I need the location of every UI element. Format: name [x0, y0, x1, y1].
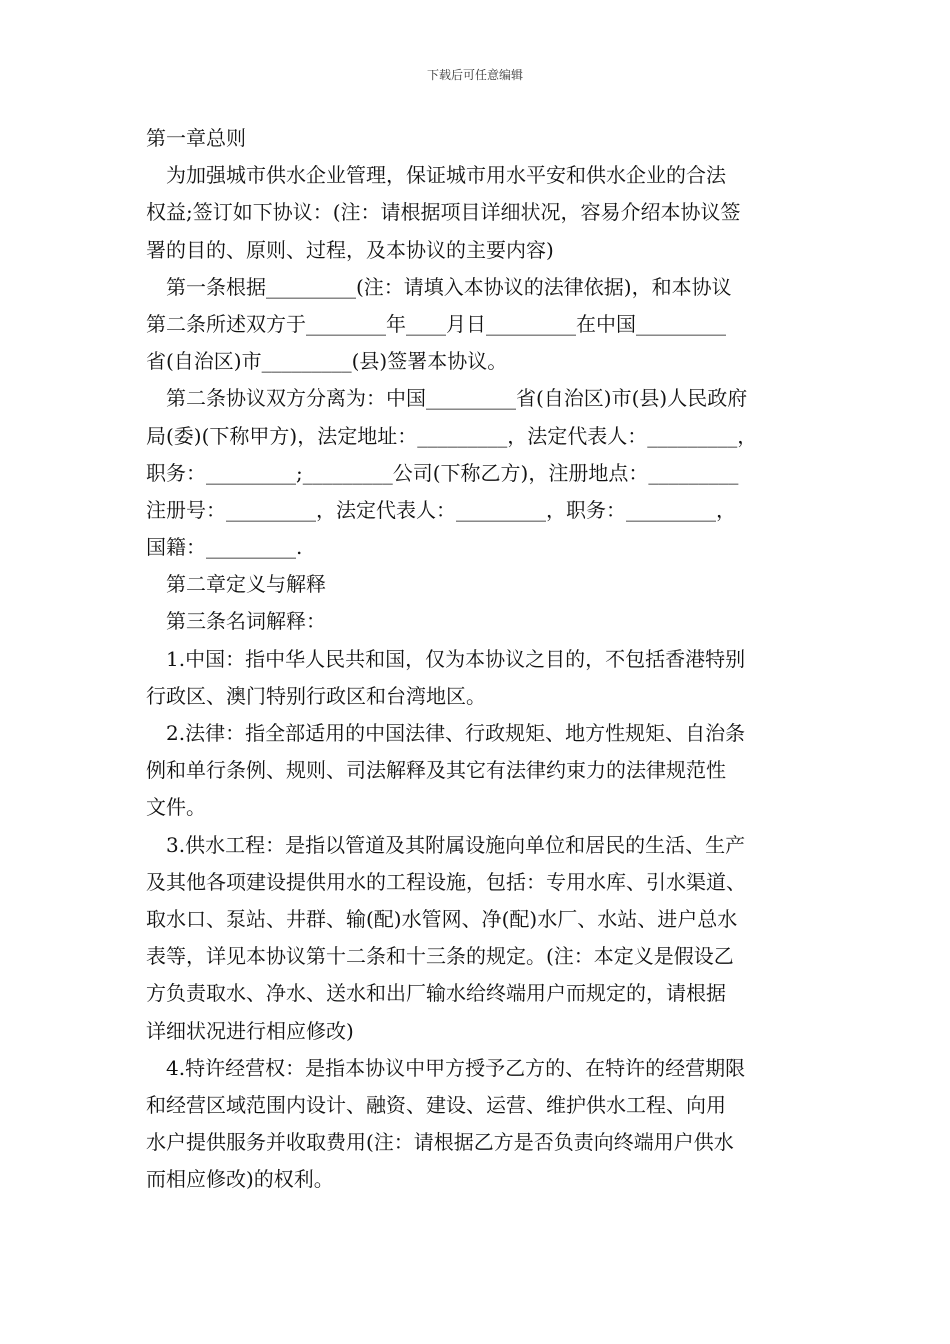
text-line: 为加强城市供水企业管理，保证城市用水平安和供水企业的合法 — [166, 163, 726, 188]
text-line: 及其他各项建设提供用水的工程设施，包括：专用水库、引水渠道、 — [146, 869, 746, 894]
text-line: 第三条名词解释： — [166, 609, 326, 634]
text-line: 署的目的、原则、过程，及本协议的主要内容) — [146, 237, 554, 262]
text-line: 第二条所述双方于________年____月日_________在中国_________ — [146, 311, 726, 336]
text-line: 方负责取水、净水、送水和出厂输水给终端用户而规定的，请根据 — [146, 981, 726, 1006]
text-line: 水户提供服务并收取费用(注：请根据乙方是否负责向终端用户供水 — [146, 1130, 734, 1155]
text-line: 详细状况进行相应修改) — [146, 1018, 354, 1043]
page-header: 下载后可任意编辑 — [426, 68, 523, 82]
text-line: 第一章总则 — [146, 126, 246, 150]
text-line: 而相应修改)的权利。 — [146, 1167, 334, 1192]
text-line: 文件。 — [146, 795, 206, 820]
text-line: 3.供水工程：是指以管道及其附属设施向单位和居民的生活、生产 — [166, 832, 746, 857]
text-line: 第二条协议双方分离为：中国_________省(自治区)市(县)人民政府 — [166, 386, 748, 411]
text-line: 第一条根据_________(注：请填入本协议的法律依据)，和本协议 — [166, 274, 732, 299]
text-line: 第二章定义与解释 — [166, 572, 326, 597]
text-line: 行政区、澳门特别行政区和台湾地区。 — [146, 683, 486, 708]
text-line: 省(自治区)市_________(县)签署本协议。 — [146, 349, 508, 374]
text-line: 1.中国：指中华人民共和国，仅为本协议之目的，不包括香港特别 — [166, 646, 746, 671]
text-line: 例和单行条例、规则、司法解释及其它有法律约束力的法律规范性 — [146, 758, 726, 783]
text-line: 4.特许经营权：是指本协议中甲方授予乙方的、在特许的经营期限 — [166, 1055, 746, 1080]
text-line: 职务：_________;_________公司(下称乙方)，注册地点：_________ — [146, 460, 739, 485]
text-line: 取水口、泵站、井群、输(配)水管网、净(配)水厂、水站、进户总水 — [146, 906, 738, 931]
text-line: 2.法律：指全部适用的中国法律、行政规矩、地方性规矩、自治条 — [166, 721, 746, 745]
document-body — [146, 120, 810, 1198]
text-line: 国籍：_________. — [146, 535, 303, 560]
text-line: 局(委)(下称甲方)，法定地址：_________，法定代表人：_________， — [146, 423, 758, 448]
text-line: 表等，详见本协议第十二条和十三条的规定。(注：本定义是假设乙 — [146, 944, 734, 969]
text-line: 注册号：_________，法定代表人：_________，职务：_________， — [146, 497, 736, 522]
text-line: 权益;签订如下协议：(注：请根据项目详细状况，容易介绍本协议签 — [146, 200, 741, 225]
text-line: 和经营区域范围内设计、融资、建设、运营、维护供水工程、向用 — [146, 1092, 726, 1117]
